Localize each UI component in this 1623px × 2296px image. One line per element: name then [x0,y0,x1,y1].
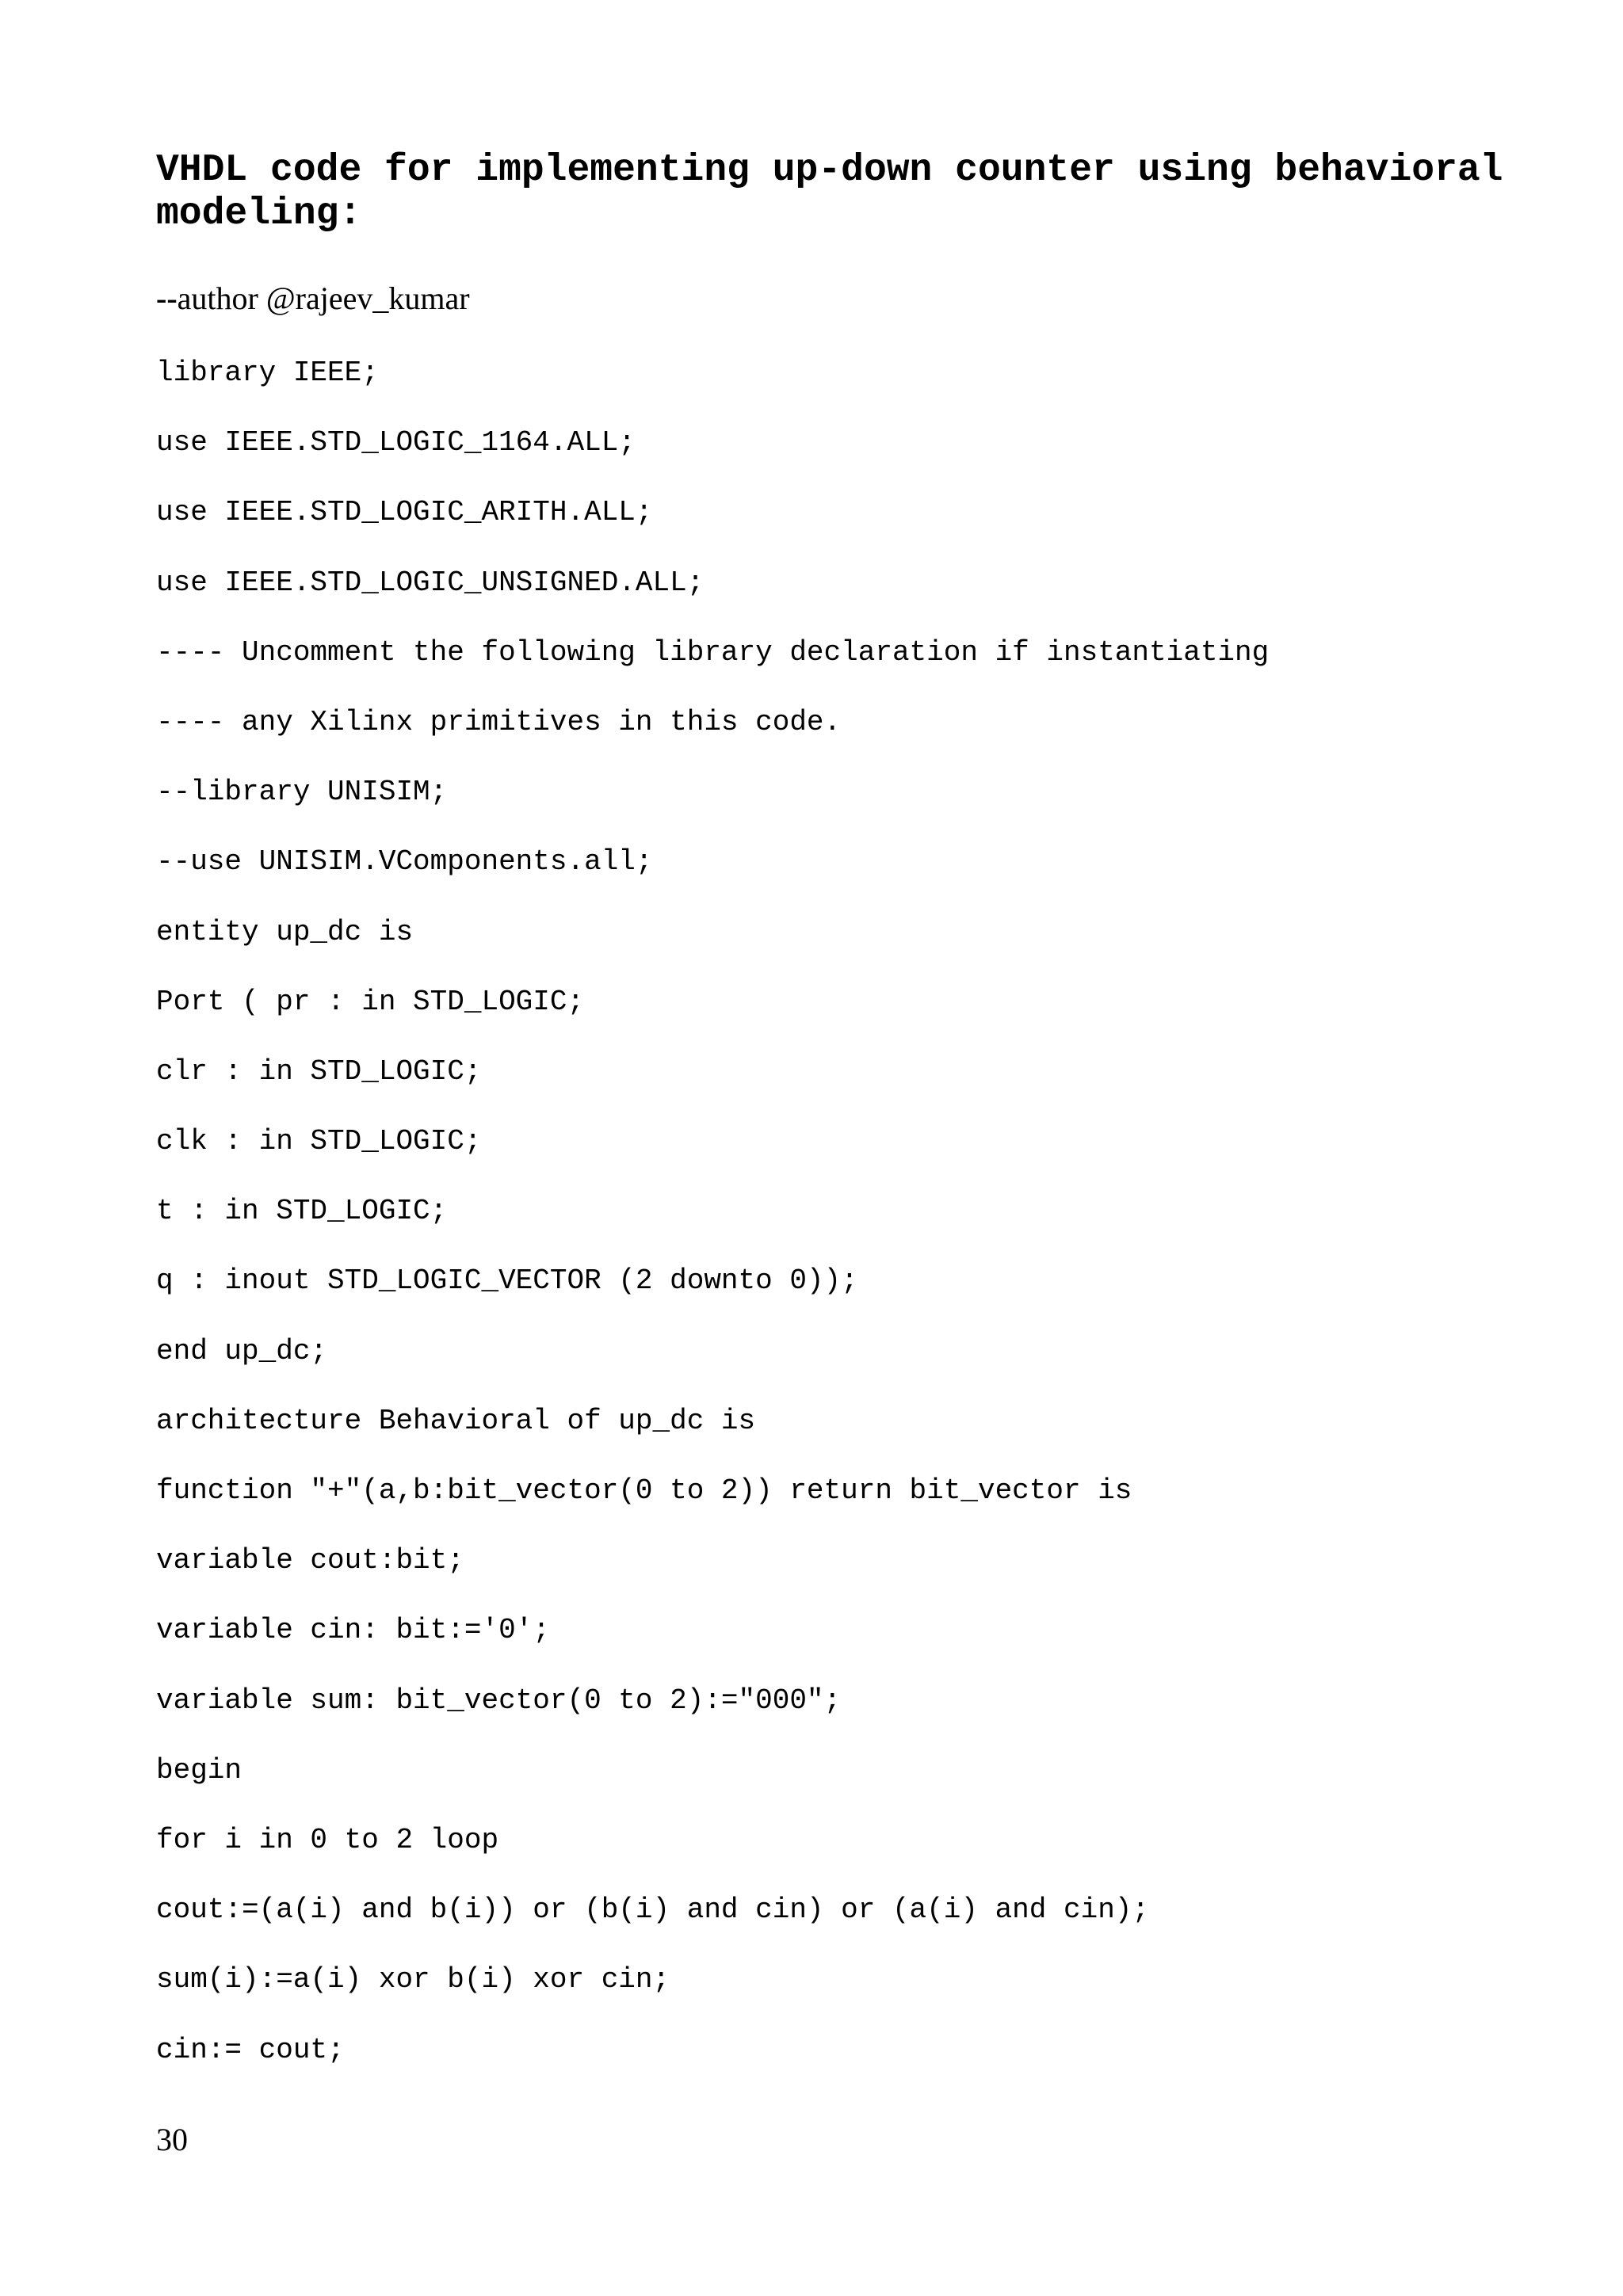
code-line: q : inout STD_LOGIC_VECTOR (2 downto 0)); [156,1264,858,1298]
code-listing [156,349,1269,2096]
code-line: library IEEE; [156,357,379,389]
code-line: clr : in STD_LOGIC; [156,1055,482,1088]
code-line: ---- any Xilinx primitives in this code. [156,705,842,738]
code-line: Port ( pr : in STD_LOGIC; [156,985,585,1018]
page-number: 30 [156,2122,188,2157]
author-line [156,279,470,318]
author-comment-prefix: -- [156,280,178,316]
code-line: --use UNISIM.VComponents.all; [156,845,653,879]
code-line: begin [156,1753,242,1787]
code-line: clk : in STD_LOGIC; [156,1125,482,1158]
code-line: --library UNISIM; [156,776,448,809]
code-line: cin:= cout; [156,2033,345,2066]
code-line: use IEEE.STD_LOGIC_UNSIGNED.ALL; [156,566,705,599]
author-text: author @rajeev_kumar [177,280,470,316]
code-line: end up_dc; [156,1334,328,1367]
code-line: use IEEE.STD_LOGIC_ARITH.ALL; [156,496,653,529]
page-title: VHDL code for implementing up-down counter using behavioral modeling: [156,149,1503,235]
code-line: variable sum: bit_vector(0 to 2):="000"; [156,1684,842,1717]
code-line: architecture Behavioral of up_dc is [156,1404,756,1437]
code-line: use IEEE.STD_LOGIC_1164.ALL; [156,426,636,460]
code-line: entity up_dc is [156,915,414,948]
code-line: variable cin: bit:='0'; [156,1614,550,1647]
code-line: t : in STD_LOGIC; [156,1195,448,1228]
code-line: for i in 0 to 2 loop [156,1823,499,1856]
code-line: ---- Uncomment the following library declaration if instantiating [156,635,1270,669]
code-line: function "+"(a,b:bit_vector(0 to 2)) return bit_vector is [156,1474,1132,1507]
code-line: variable cout:bit; [156,1544,464,1577]
code-line: sum(i):=a(i) xor b(i) xor cin; [156,1963,670,1997]
code-line: cout:=(a(i) and b(i)) or (b(i) and cin) or (a(i) and cin); [156,1894,1150,1927]
